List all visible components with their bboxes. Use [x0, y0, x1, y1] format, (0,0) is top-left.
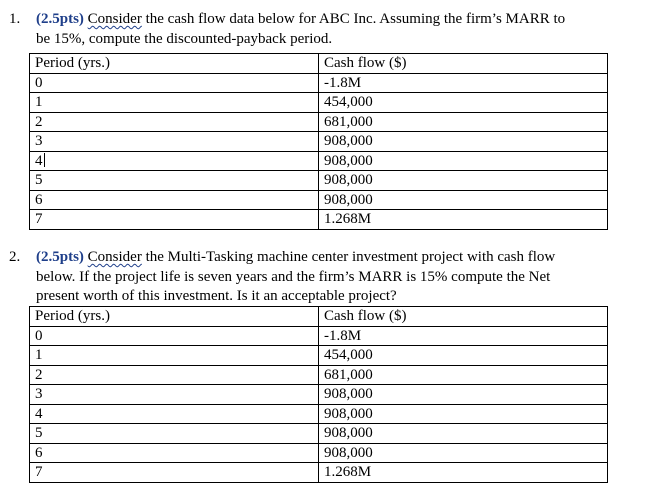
period-cell: 4	[30, 404, 319, 424]
period-cell: 2	[30, 112, 319, 132]
period-cell: 5	[30, 424, 319, 444]
table-row	[30, 190, 608, 210]
cash-flow-cell: 908,000	[319, 190, 608, 210]
table-header-row	[30, 54, 608, 74]
question-2-number: 2.	[9, 249, 21, 265]
period-cell: 6	[30, 190, 319, 210]
cash-flow-cell: -1.8M	[319, 73, 608, 93]
cash-flow-table-1	[29, 53, 608, 230]
period-cell: 3	[30, 385, 319, 405]
period-cell: 1	[30, 93, 319, 113]
cash-flow-cell: 908,000	[319, 151, 608, 171]
cash-flow-cell: 454,000	[319, 346, 608, 366]
table-row	[30, 151, 608, 171]
cash-flow-cell: 681,000	[319, 365, 608, 385]
table-row	[30, 112, 608, 132]
period-cell: 0	[30, 73, 319, 93]
period-cell: 3	[30, 132, 319, 152]
question-1-line-1-rest: the cash flow data below for ABC Inc. Assuming the firm’s MARR to	[141, 11, 566, 27]
text-cursor	[44, 153, 45, 167]
question-2-lead-word: Consider	[87, 249, 142, 265]
question-1-line-1	[36, 10, 626, 30]
cash-flow-cell: 908,000	[319, 443, 608, 463]
question-1-line-2: be 15%, compute the discounted-payback period.	[36, 30, 333, 47]
question-2-line-2: below. If the project life is seven years and the firm’s MARR is 15% compute the Net	[36, 268, 551, 285]
question-1-number: 1.	[9, 11, 21, 27]
question-2-line-3: present worth of this investment. Is it an acceptable project?	[36, 288, 397, 304]
period-cell-editing[interactable]	[30, 151, 319, 171]
period-cell: 7	[30, 463, 319, 483]
cash-flow-cell: 1.268M	[319, 463, 608, 483]
table-row	[30, 210, 608, 230]
question-2-line-1	[36, 248, 626, 268]
table-row	[30, 463, 608, 483]
cash-flow-cell: 908,000	[319, 132, 608, 152]
cash-flow-cell: 908,000	[319, 404, 608, 424]
table-row	[30, 171, 608, 191]
cash-flow-cell: -1.8M	[319, 326, 608, 346]
table-row	[30, 326, 608, 346]
period-cell: 7	[30, 210, 319, 230]
cash-flow-header: Cash flow ($)	[319, 307, 608, 327]
table-row	[30, 404, 608, 424]
question-1-text	[36, 10, 626, 49]
question-2-text	[36, 248, 626, 307]
period-cell: 2	[30, 365, 319, 385]
question-2-points: (2.5pts)	[36, 249, 84, 265]
cash-flow-cell: 681,000	[319, 112, 608, 132]
table-header-row	[30, 307, 608, 327]
period-cell: 5	[30, 171, 319, 191]
table-row	[30, 443, 608, 463]
period-cell-value: 4	[35, 152, 43, 169]
period-header: Period (yrs.)	[30, 54, 319, 74]
question-1-points: (2.5pts)	[36, 11, 84, 27]
cash-flow-table-2	[29, 306, 608, 483]
table-row	[30, 132, 608, 152]
cash-flow-cell: 454,000	[319, 93, 608, 113]
table-row	[30, 424, 608, 444]
question-1-lead-word: Consider	[87, 11, 142, 27]
period-cell: 0	[30, 326, 319, 346]
period-cell: 1	[30, 346, 319, 366]
table-row	[30, 385, 608, 405]
period-header: Period (yrs.)	[30, 307, 319, 327]
table-row	[30, 365, 608, 385]
table-row	[30, 73, 608, 93]
cash-flow-cell: 908,000	[319, 171, 608, 191]
cash-flow-cell: 1.268M	[319, 210, 608, 230]
cash-flow-cell: 908,000	[319, 385, 608, 405]
period-cell: 6	[30, 443, 319, 463]
table-row	[30, 346, 608, 366]
table-row	[30, 93, 608, 113]
cash-flow-cell: 908,000	[319, 424, 608, 444]
question-2-line-1-rest: the Multi-Tasking machine center investment project with cash flow	[141, 249, 556, 265]
cash-flow-header: Cash flow ($)	[319, 54, 608, 74]
